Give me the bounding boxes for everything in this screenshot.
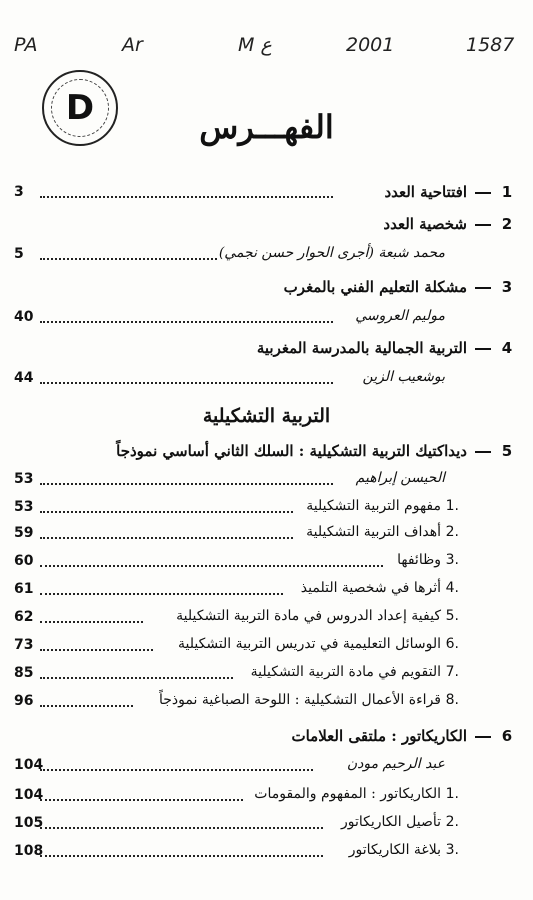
subitem-text: تأصيل الكاريكاتور [340, 814, 441, 830]
entry-title: التربية الجمالية بالمدرسة المغربية [256, 339, 467, 357]
page-number: 5 [14, 246, 24, 262]
section-title: التربية التشكيلية [202, 405, 331, 427]
toc-subitem [0, 636, 533, 660]
toc-entry [0, 727, 533, 753]
dot-leader [40, 621, 143, 623]
subitem-number: 5. [445, 608, 459, 624]
dot-leader [40, 196, 333, 198]
dot-leader [40, 799, 243, 801]
entry-title: الكاريكاتور : ملتقى العلامات [291, 727, 467, 745]
subitem-text: كيفية إعداد الدروس في مادة التربية التشكيلية [176, 608, 441, 624]
entry-title: شخصية العدد [383, 215, 467, 233]
toc-author-line [0, 756, 533, 780]
toc-subitem [0, 842, 533, 866]
dot-leader [40, 483, 333, 485]
handwritten-mark: PA [14, 34, 38, 56]
toc-subitem [0, 786, 533, 810]
stamp-letter: D [51, 79, 109, 137]
author-name: الحيسن إبراهيم [355, 470, 445, 486]
entry-dash [475, 451, 491, 453]
entry-number: 4 [501, 339, 513, 357]
dot-leader [40, 258, 233, 260]
subitem-number: 2. [445, 524, 459, 540]
subitem-number: 7. [445, 664, 459, 680]
dot-leader [40, 677, 233, 679]
dot-leader [40, 511, 293, 513]
page-number: 53 [14, 499, 34, 515]
subitem-text: قراءة الأعمال التشكيلية : اللوحة الصباغية نموذجاً [159, 692, 441, 708]
toc-subitem [0, 580, 533, 604]
page-number: 60 [14, 553, 34, 569]
handwritten-mark: Ar [122, 34, 143, 56]
subitem-text: التقويم في مادة التربية التشكيلية [250, 664, 441, 680]
toc-entry [0, 215, 533, 241]
toc-entry [0, 278, 533, 304]
subitem-text: أهداف التربية التشكيلية [306, 524, 441, 540]
dot-leader [40, 827, 323, 829]
subitem-number: 3. [445, 842, 459, 858]
page-number: 59 [14, 525, 34, 541]
page-number: 62 [14, 609, 34, 625]
handwritten-mark: M ع [238, 34, 272, 56]
subitem-number: 3. [445, 552, 459, 568]
dot-leader [40, 649, 153, 651]
entry-number: 3 [501, 278, 513, 296]
toc-subitem [0, 498, 533, 522]
entry-number: 1 [501, 183, 513, 201]
subitem-text: وظائفها [397, 552, 441, 568]
page-number: 3 [14, 184, 24, 200]
toc-author-line [0, 369, 533, 393]
subitem-text: الوسائل التعليمية في تدريس التربية التشكيلية [178, 636, 441, 652]
page-number: 73 [14, 637, 34, 653]
toc-entry [0, 339, 533, 365]
entry-title: مشكلة التعليم الفني بالمغرب [283, 278, 467, 296]
subitem-number: 6. [445, 636, 459, 652]
dot-leader [40, 855, 323, 857]
entry-number: 2 [501, 215, 513, 233]
dot-leader [40, 593, 283, 595]
author-name: موليم العروسي [355, 308, 445, 324]
subitem-text: أثرها في شخصية التلميذ [300, 580, 441, 596]
entry-number: 6 [501, 727, 513, 745]
toc-subitem [0, 664, 533, 688]
page-number: 104 [14, 787, 44, 803]
page-number: 108 [14, 843, 44, 859]
author-name: بوشعيب الزين [362, 369, 445, 385]
entry-dash [475, 224, 491, 226]
subitem-text: مفهوم التربية التشكيلية [306, 498, 441, 514]
page-number: 44 [14, 370, 34, 386]
toc-author-line [0, 308, 533, 332]
toc-subitem [0, 608, 533, 632]
subitem-number: 2. [445, 814, 459, 830]
page-number: 105 [14, 815, 44, 831]
dot-leader [40, 565, 383, 567]
page-number: 53 [14, 471, 34, 487]
dot-leader [40, 705, 133, 707]
toc-leader-line [0, 183, 533, 207]
dot-leader [40, 382, 333, 384]
page-number: 61 [14, 581, 34, 597]
subitem-number: 1. [445, 786, 459, 802]
dot-leader [40, 321, 333, 323]
entry-number: 5 [501, 442, 513, 460]
entry-dash [475, 287, 491, 289]
page-number: 40 [14, 309, 34, 325]
dot-leader [40, 769, 313, 771]
entry-dash [475, 736, 491, 738]
toc-subitem [0, 692, 533, 716]
entry-title: افتتاحية العدد [384, 183, 467, 201]
toc-subitem [0, 552, 533, 576]
handwritten-mark: 2001 [346, 34, 395, 56]
subitem-number: 8. [445, 692, 459, 708]
toc-author-line [0, 470, 533, 494]
page-number: 104 [14, 757, 44, 773]
subitem-text: بلاغة الكاريكاتور [348, 842, 441, 858]
toc-subitem [0, 814, 533, 838]
page-title: الفهـــرس [199, 108, 334, 146]
entry-title: ديداكتيك التربية التشكيلية : السلك الثاني أساسي نموذجاً [116, 442, 467, 460]
toc-entry [0, 442, 533, 468]
subitem-text: الكاريكاتور : المفهوم والمقومات [254, 786, 441, 802]
toc-subitem [0, 524, 533, 548]
toc-author-line [0, 245, 533, 269]
page-number: 85 [14, 665, 34, 681]
subitem-number: 1. [445, 498, 459, 514]
author-name: محمد شبعة (أجرى الحوار حسن نجمي) [218, 245, 445, 261]
page-number: 96 [14, 693, 34, 709]
subitem-number: 4. [445, 580, 459, 596]
entry-dash [475, 348, 491, 350]
dot-leader [40, 537, 293, 539]
handwritten-mark: 1587 [466, 34, 515, 56]
handwritten-marks [0, 34, 533, 64]
author-name: عبد الرحيم مودن [346, 756, 445, 772]
